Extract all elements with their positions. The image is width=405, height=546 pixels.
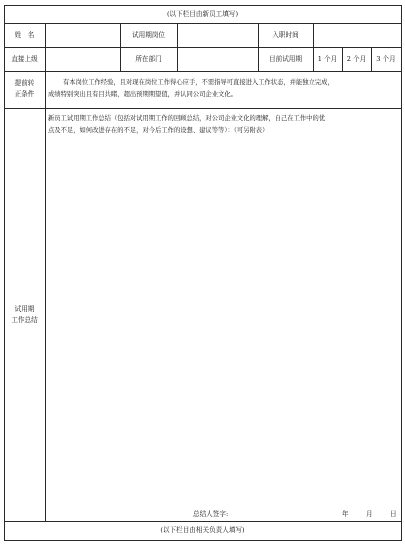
row-divider (4, 108, 401, 109)
entry-date-label: 入职时间 (272, 31, 299, 39)
probation-option-3-months[interactable]: 3 个月 (376, 55, 396, 63)
probation-option-2-months[interactable]: 2 个月 (346, 55, 367, 63)
row-divider (4, 71, 401, 72)
summary-instruction-line2: 点及不足，如何改进存在的不足，对今后工作的设想、建议等等）：（可另附表） (48, 127, 269, 134)
date-month-label: 月 (366, 510, 373, 518)
department-field[interactable] (179, 49, 257, 69)
early-confirm-label-line2: 正条件 (14, 90, 35, 98)
table-border-right (401, 5, 402, 541)
footer-note: (以下栏目由相关负责人填写) (160, 526, 245, 534)
table-border-bottom (4, 540, 401, 541)
date-year-label: 年 (342, 510, 349, 518)
header-note: (以下栏目由新员工填写) (166, 10, 239, 18)
early-confirm-label-line1: 提前转 (14, 79, 35, 87)
probation-label: 目前试用期 (269, 55, 302, 63)
summary-label-line2: 工作总结 (11, 316, 38, 324)
entry-date-field[interactable] (315, 25, 400, 45)
early-confirm-text-line2: 成绩特别突出且有目共睹，超出预期期望值，并认同公司企业文化。 (48, 91, 237, 98)
name-field[interactable] (47, 25, 119, 45)
signature-field[interactable] (240, 508, 330, 519)
probation-option-1-month[interactable]: 1 个月 (317, 55, 338, 63)
summary-text-area[interactable] (47, 140, 399, 504)
signature-label: 总结人签字: (193, 510, 229, 518)
summary-label-line1: 试用期 (14, 305, 35, 313)
row-divider (4, 23, 401, 24)
name-label: 姓 名 (14, 31, 35, 39)
position-label: 试用期岗位 (132, 31, 165, 39)
position-field[interactable] (179, 25, 257, 45)
department-label: 所在部门 (135, 55, 162, 63)
date-day-label: 日 (390, 510, 397, 518)
table-border-top (4, 5, 401, 6)
column-divider (177, 23, 178, 71)
supervisor-field[interactable] (47, 49, 119, 69)
early-confirm-text-line1: 有本岗位工作经验，且对现在岗位工作得心应手，不需指导可直接进入工作状态，并能独立完成， (63, 79, 334, 86)
supervisor-label: 直接上级 (11, 55, 38, 63)
row-divider (4, 521, 401, 522)
label-column-divider (45, 23, 46, 521)
summary-instruction-line1: 新员工试用期工作总结（包括对试用期工作的回顾总结，对公司企业文化的理解，自己在工作中的优 (48, 115, 326, 122)
